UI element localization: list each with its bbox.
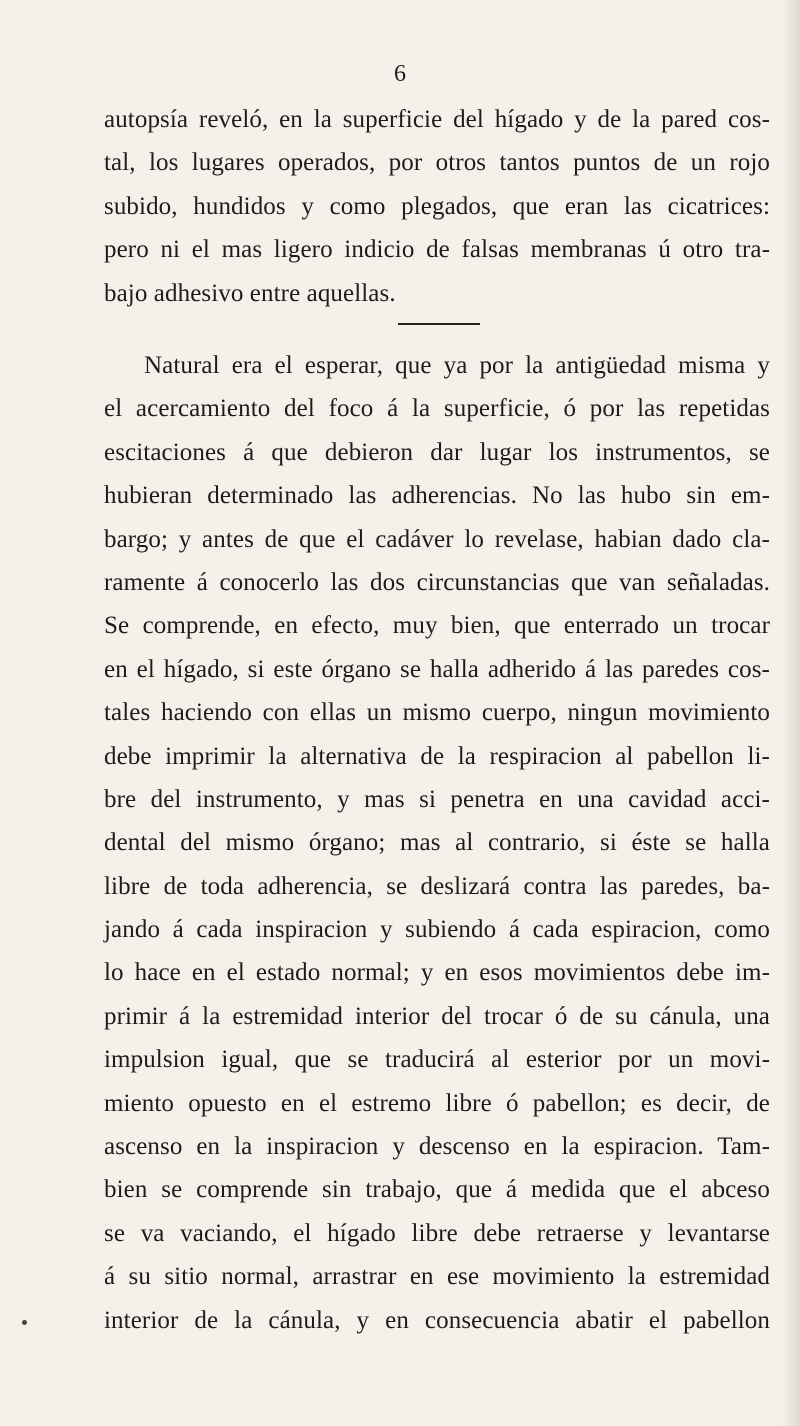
text-line: á su sitio normal, arrastrar en ese movimiento la estremidad <box>104 1263 770 1291</box>
text-line: miento opuesto en el estremo libre ó pabellon; es decir, de <box>104 1089 770 1117</box>
text-line: autopsía reveló, en la superficie del hígado y de la pared cos- <box>104 106 770 133</box>
section-divider <box>398 323 480 325</box>
text-line: tales haciendo con ellas un mismo cuerpo, ningun movimiento <box>104 699 770 727</box>
text-line: bre del instrumento, y mas si penetra en una cavidad acci- <box>104 785 770 813</box>
text-line: libre de toda adherencia, se deslizará contra las paredes, ba- <box>104 872 770 900</box>
paragraph-2 <box>104 344 770 1342</box>
text-line: interior de la cánula, y en consecuencia abatir el pabellon <box>104 1306 770 1334</box>
text-line: impulsion igual, que se traducirá al esterior por un movi- <box>104 1046 770 1074</box>
text-line: se va vaciando, el hígado libre debe retraerse y levantarse <box>104 1219 770 1247</box>
text-line: bargo; y antes de que el cadáver lo revelase, habian dado cla- <box>104 525 770 553</box>
text-line: subido, hundidos y como plegados, que eran las cicatrices: <box>104 192 770 220</box>
paper-blemish <box>22 1320 27 1325</box>
page-number: 6 <box>394 61 406 87</box>
text-line: debe imprimir la alternativa de la respiracion al pabellon li- <box>104 742 770 770</box>
text-line: bajo adhesivo entre aquellas. <box>104 279 396 307</box>
text-line: ascenso en la inspiracion y descenso en la espiracion. Tam- <box>104 1133 770 1161</box>
text-line: pero ni el mas ligero indicio de falsas membranas ú otro tra- <box>104 236 770 264</box>
text-line: Natural era el esperar, que ya por la antigüedad misma y <box>144 352 770 379</box>
text-line: escitaciones á que debieron dar lugar los instrumentos, se <box>104 438 770 466</box>
paragraph-1 <box>104 98 770 315</box>
page-edge-shadow <box>782 0 800 1426</box>
text-line: dental del mismo órgano; mas al contrario, si éste se halla <box>104 829 770 857</box>
text-line: el acercamiento del foco á la superficie, ó por las repetidas <box>104 395 770 423</box>
text-line: Se comprende, en efecto, muy bien, que enterrado un trocar <box>104 612 770 640</box>
text-line: ramente á conocerlo las dos circunstancias que van señaladas. <box>104 568 770 596</box>
text-line: lo hace en el estado normal; y en esos movimientos debe im- <box>104 959 770 987</box>
text-line: en el hígado, si este órgano se halla adherido á las paredes cos- <box>104 655 770 683</box>
text-line: jando á cada inspiracion y subiendo á cada espiracion, como <box>104 916 770 944</box>
text-line: hubieran determinado las adherencias. No las hubo sin em- <box>104 482 770 510</box>
text-line: primir á la estremidad interior del trocar ó de su cánula, una <box>104 1002 770 1030</box>
text-line: bien se comprende sin trabajo, que á medida que el abceso <box>104 1176 770 1204</box>
text-line: tal, los lugares operados, por otros tantos puntos de un rojo <box>104 149 770 177</box>
